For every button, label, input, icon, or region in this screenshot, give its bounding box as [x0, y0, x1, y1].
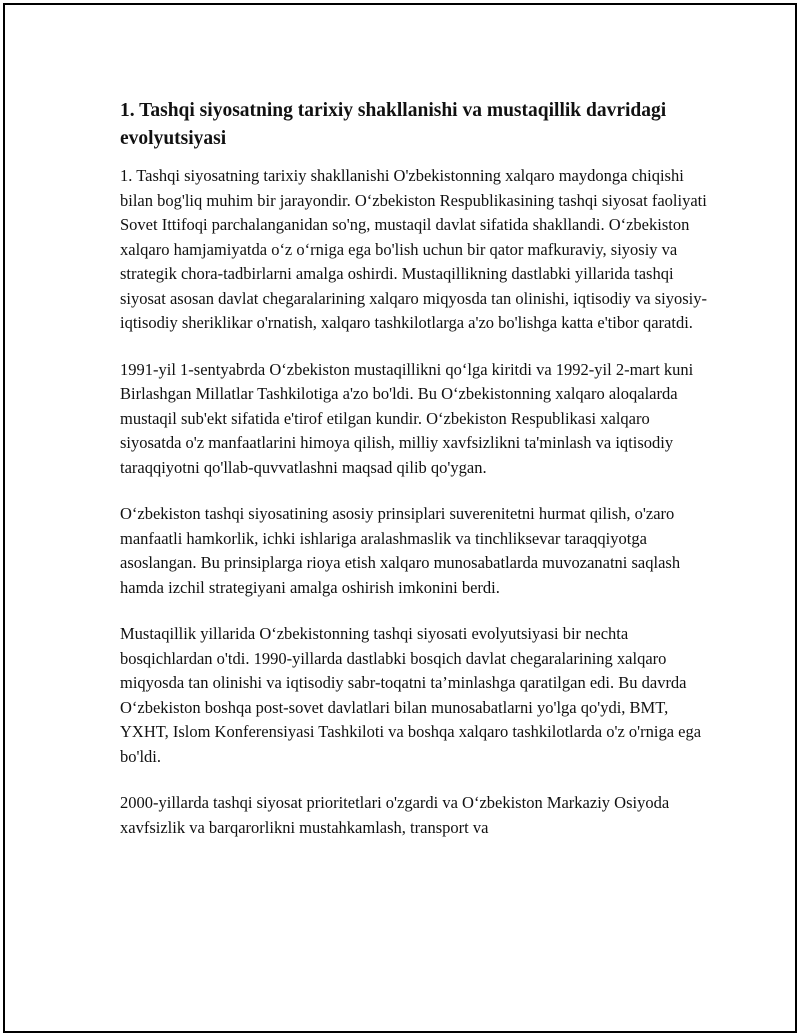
paragraph-3: O‘zbekiston tashqi siyosatining asosiy prinsiplari suverenitetni hurmat qilish, o'zaro manfaatli hamkorlik, ichki ishlariga aralashmaslik va tinchliksevar taraqqiyotga asoslangan. Bu prinsiplarga rioya etish xalqaro munosabatlarda muvozanatni saqlash hamda izchil strategiyani amalga oshirish imkonini berdi. — [120, 504, 681, 597]
document-body — [120, 97, 710, 862]
paragraph-1: 1. Tashqi siyosatning tarixiy shakllanishi O'zbekistonning xalqaro maydonga chiqishi bilan bog'liq muhim bir jarayondir. O‘zbekiston Respublikasining tashqi siyosat faoliyati Sovet Ittifoqi parchalanganidan so'ng, mustaqil davlat sifatida shakllandi. O‘zbekiston xalqaro hamjamiyatda o‘z o‘rniga ega bo'lish uchun bir qator mafkuraviy, siyosiy va strategik chora-tadbirlarni amalga oshirdi. Mustaqillikning dastlabki yillarida tashqi siyosat asosan davlat chegaralarining xalqaro miqyosda tan olinishi, iqtisodiy va siyosiy-iqtisodiy sheriklikar o'rnatish, xalqaro tashkilotlarga a'zo bo'lishga katta e'tibor qaratdi. — [120, 166, 708, 332]
page-frame — [3, 3, 797, 1033]
paragraph-5: 2000-yillarda tashqi siyosat prioritetlari o'zgardi va O‘zbekiston Markaziy Osiyoda xavfsizlik va barqarorlikni mustahkamlash, transport va — [120, 793, 670, 837]
paragraph-2: 1991-yil 1-sentyabrda O‘zbekiston mustaqillikni qo‘lga kiritdi va 1992-yil 2-mart kuni Birlashgan Millatlar Tashkilotiga a'zo bo'ldi. Bu O‘zbekistonning xalqaro aloqalarda mustaqil sub'ekt sifatida e'tirof etilgan kundir. O‘zbekiston Respublikasi xalqaro siyosatda o'z manfaatlarini himoya qilish, milliy xavfsizlikni ta'minlash va iqtisodiy taraqqiyotni qo'llab-quvvatlashni maqsad qilib qo'ygan. — [120, 359, 694, 477]
document-title: 1. Tashqi siyosatning tarixiy shakllanishi va mustaqillik davridagi evolyutsiyasi — [120, 100, 667, 149]
paragraph-4: Mustaqillik yillarida O‘zbekistonning tashqi siyosati evolyutsiyasi bir nechta bosqichlardan o'tdi. 1990-yillarda dastlabki bosqich davlat chegaralarining xalqaro miqyosda tan olinishi va iqtisodiy sabr-toqatni ta’minlashga qaratilgan edi. Bu davrda O‘zbekiston boshqa post-sovet davlatlari bilan munosabatlarni yo'lga qo'ydi, BMT, YXHT, Islom Konferensiyasi Tashkiloti va boshqa xalqaro tashkilotlarda o'z o'rniga ega bo'ldi. — [120, 624, 702, 766]
